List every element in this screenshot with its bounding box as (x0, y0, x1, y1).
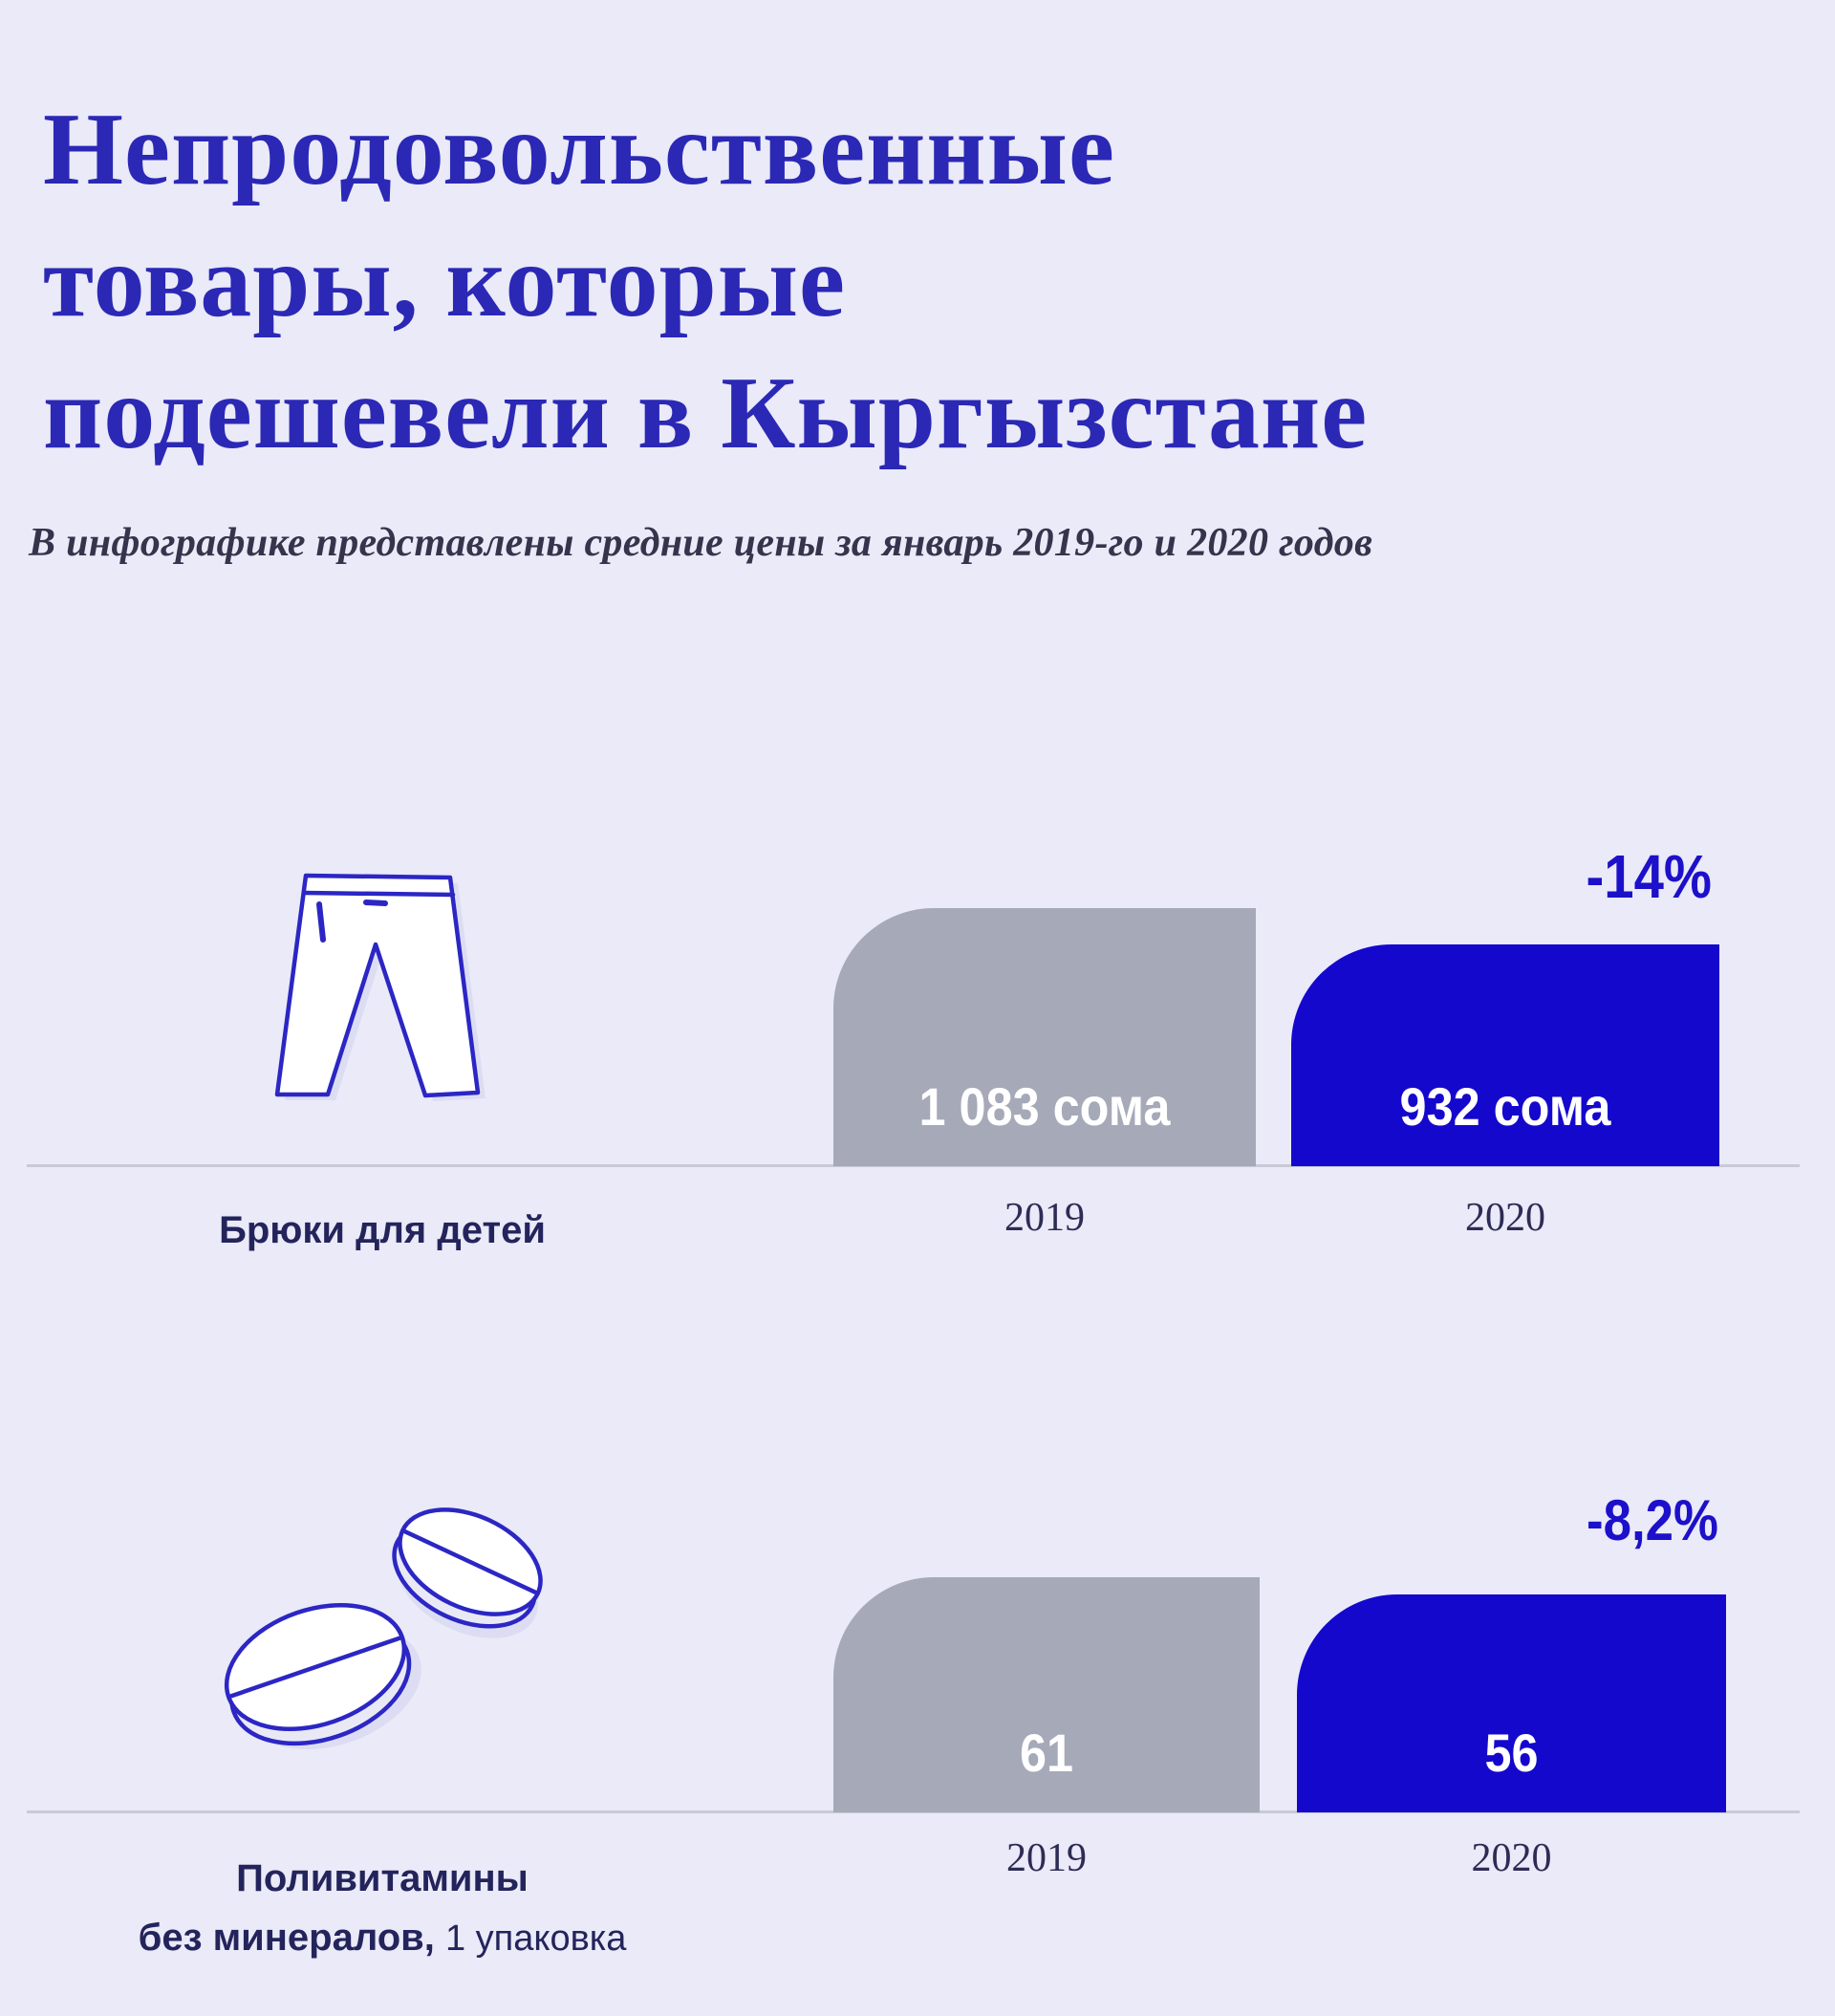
change-badge: -14% (1586, 842, 1712, 911)
page-title-line: подешевели в Кыргызстане (43, 357, 1369, 471)
page-title-line: товары, которые (43, 225, 846, 339)
bar-2020-vitamins (1297, 1594, 1726, 1812)
year-label-2020: 2020 (1471, 1836, 1552, 1880)
item-label-line2-bold: без минералов, (138, 1917, 435, 1959)
bar-2019-vitamins (833, 1577, 1260, 1812)
item-label-trousers: Брюки для детей (219, 1209, 546, 1251)
bar-value-label: 61 (1019, 1723, 1074, 1783)
bar-value-label: 932 сома (1399, 1076, 1611, 1137)
item-label-vitamins (57, 1849, 707, 1968)
bar-value-label: 1 083 сома (918, 1076, 1171, 1137)
year-label-2019: 2019 (1006, 1836, 1087, 1880)
year-label-2019: 2019 (1004, 1196, 1085, 1240)
change-badge: -8,2% (1587, 1488, 1718, 1552)
year-label-2020: 2020 (1465, 1196, 1545, 1240)
item-label-line2-note: 1 упаковка (444, 1918, 627, 1959)
pills-icon (210, 1493, 554, 1770)
item-label-line1: Поливитамины (236, 1857, 529, 1899)
page-title-line: Непродовольственные (43, 93, 1115, 206)
page-subtitle: В инфографике представлены средние цены за январь 2019-го и 2020 годов (29, 521, 1373, 565)
bar-value-label: 56 (1484, 1723, 1539, 1783)
